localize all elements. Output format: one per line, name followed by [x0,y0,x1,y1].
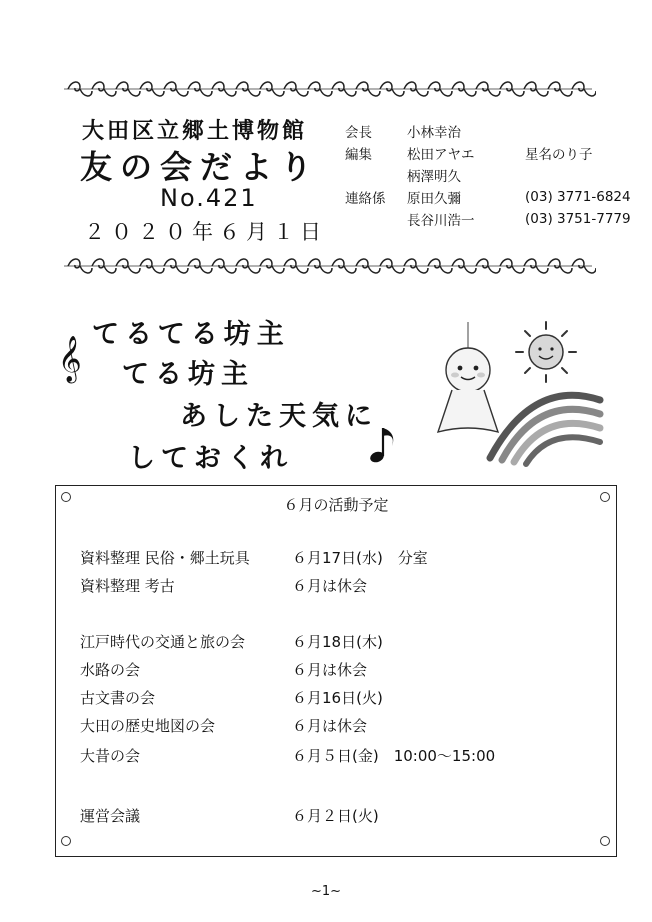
activity-date: ６月は休会 [292,660,368,679]
staff-extra: (03) 3751-7779 [525,211,631,227]
rainbow-icon [490,395,600,464]
staff-name: 小林幸治 [407,125,461,141]
staff-list [345,120,635,230]
activity-name: 水路の会 [80,660,141,679]
staff-name: 松田アヤエ [407,147,475,163]
staff-extra: (03) 3771-6824 [525,189,631,205]
issue-number: No.421 [160,184,258,212]
activity-row [80,574,367,596]
staff-name: 長谷川浩一 [407,213,475,229]
sun-icon [516,322,576,382]
staff-row [345,120,635,142]
screw-icon [61,836,71,846]
staff-row [345,142,635,164]
schedule-title: ６月の活動予定 [283,496,389,514]
activity-name: 資料整理 民俗・郷土玩具 [80,548,250,567]
activity-date: ６月は休会 [292,576,368,595]
activity-date: ６月５日(金) 10:00～15:00 [292,746,496,765]
activity-date: ６月17日(水) 分室 [292,548,428,567]
treble-clef-icon: 𝄞 [58,336,82,382]
activity-row [80,744,495,766]
music-note-icon [368,422,402,466]
organization-name: 大田区立郷土博物館 [82,118,308,144]
poem-line: しておくれ [128,443,293,474]
screw-icon [600,836,610,846]
activity-row [80,686,383,708]
teru-teru-bozu-icon [438,322,498,432]
staff-row [345,164,635,186]
activity-name: 資料整理 考古 [80,576,175,595]
staff-row [345,208,635,230]
staff-role: 連絡係 [345,191,386,207]
activity-row [80,630,383,652]
activity-name: 運営会議 [80,806,141,825]
issue-date: ２０２０年６月１日 [84,220,327,244]
newsletter-title: 友の会だより [80,148,321,186]
activity-date: ６月16日(火) [292,688,383,707]
page-number: ~1~ [310,884,342,899]
activity-date: ６月２日(火) [292,806,379,825]
staff-role: 会長 [345,125,372,141]
staff-name: 原田久彌 [407,191,461,207]
staff-name: 柄澤明久 [407,169,461,185]
activity-name: 大田の歴史地図の会 [80,716,216,735]
activity-name: 古文書の会 [80,688,156,707]
poem-line: てるてる坊主 [92,319,290,350]
poem-line: あした天気に [180,401,378,432]
bottom-ornament [60,255,596,277]
activity-row [80,546,428,568]
teru-teru-bozu-illustration [428,318,606,468]
activity-name: 江戸時代の交通と旅の会 [80,632,246,651]
activity-name: 大昔の会 [80,746,141,765]
staff-role: 編集 [345,147,372,163]
activity-row [80,714,367,736]
top-ornament [60,78,596,100]
activity-row [80,804,379,826]
activity-row [80,658,367,680]
poem-line: てる坊主 [122,359,254,390]
activity-date: ６月18日(木) [292,632,383,651]
staff-row [345,186,635,208]
staff-extra: 星名のり子 [525,147,593,163]
activity-date: ６月は休会 [292,716,368,735]
